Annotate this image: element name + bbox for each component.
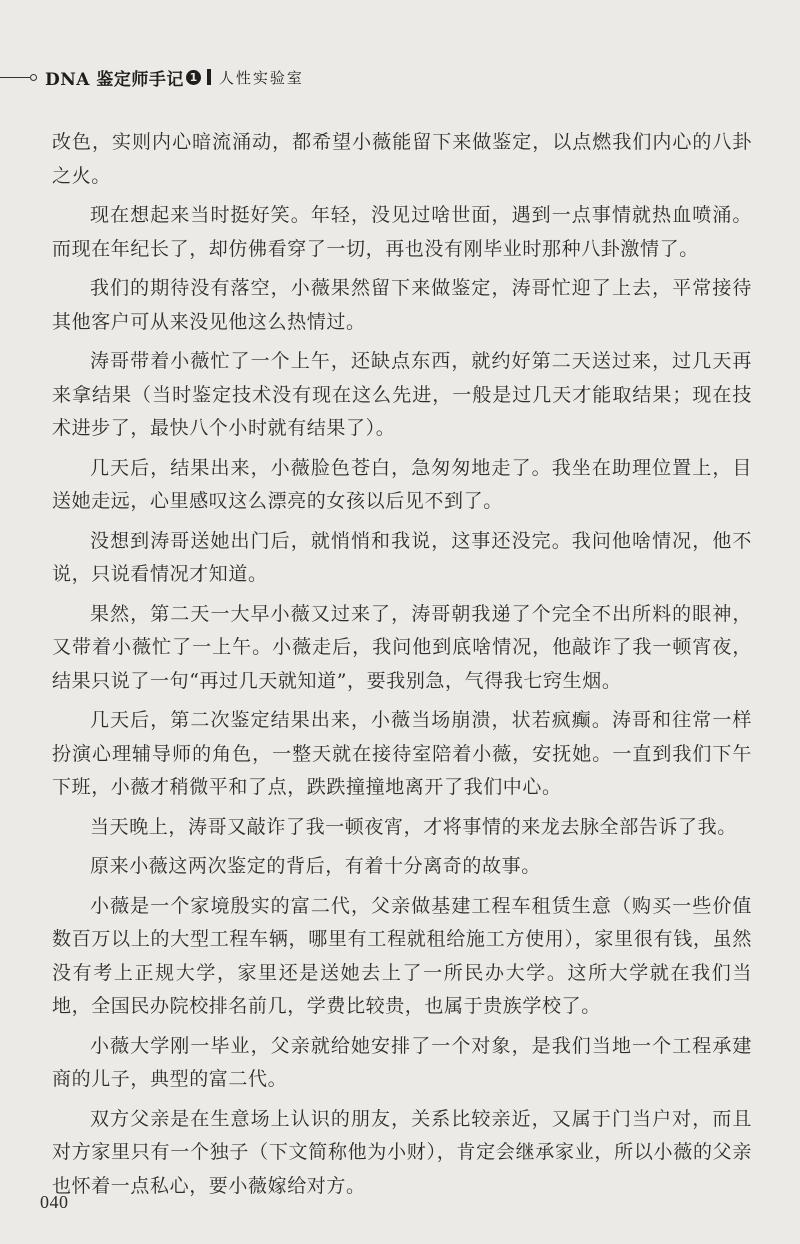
paragraph: 小薇是一个家境殷实的富二代，父亲做基建工程车租赁生意（购买一些价值数百万以上的大型工程车辆，哪里有工程就租给施工方使用），家里很有钱，虽然没有考上正规大学，家里还是送她去上了一所民办大学。这所大学就在我们当地，全国民办院校排名前几，学费比较贵，也属于贵族学校了。 [52,894,752,1017]
header-circle-ornament [30,74,37,81]
page-number: 040 [40,1192,69,1212]
paragraph: 现在想起来当时挺好笑。年轻，没见过啥世面，遇到一点事情就热血喷涌。而现在年纪长了，却仿佛看穿了一切，再也没有刚毕业时那种八卦激情了。 [52,204,752,260]
paragraph: 双方父亲是在生意场上认识的朋友，关系比较亲近，又属于门当户对，而且对方家里只有一个独子（下文简称他为小财），肯定会继承家业，所以小薇的父亲也怀着一点私心，要小薇嫁给对方。 [52,1107,752,1197]
volume-number-badge: 1 [186,70,201,85]
header-separator-bar [207,69,211,85]
paragraph: 原来小薇这两次鉴定的背后，有着十分离奇的故事。 [90,855,541,877]
paragraph: 当天晚上，涛哥又敲诈了我一顿夜宵，才将事情的来龙去脉全部告诉了我。 [90,815,737,838]
paragraph: 几天后，第二次鉴定结果出来，小薇当场崩溃，状若疯癫。涛哥和往常一样扮演心理辅导师的角色，一整天就在接待室陪着小薇，安抚她。一直到我们下午下班，小薇才稍微平和了点，跌跌撞撞地离开了我们中心。 [52,709,752,798]
paragraph: 果然，第二天一大早小薇又过来了，涛哥朝我递了个完全不出所料的眼神，又带着小薇忙了一上午。小薇走后，我问他到底啥情况，他敲诈了我一顿宵夜，结果只说了一句“再过几天就知道”，要我别急，气得我七窍生烟。 [52,602,752,692]
header-rule-line [0,77,30,78]
paragraph-continued: 改色，实则内心暗流涌动，都希望小薇能留下来做鉴定，以点燃我们内心的八卦之火。 [52,131,752,187]
paragraph: 几天后，结果出来，小薇脸色苍白，急匆匆地走了。我坐在助理位置上，目送她走远，心里感叹这么漂亮的女孩以后见不到了。 [52,456,752,512]
paragraph: 我们的期待没有落空，小薇果然留下来做鉴定，涛哥忙迎了上去，平常接待其他客户可从来没见他这么热情过。 [52,277,752,333]
running-header [0,62,304,92]
paragraph: 涛哥带着小薇忙了一个上午，还缺点东西，就约好第二天送过来，过几天再来拿结果（当时鉴定技术没有现在这么先进，一般是过几天才能取结果；现在技术进步了，最快八个小时就有结果了）。 [52,350,752,439]
series-title: DNA 鉴定师手记 [45,69,184,90]
book-subtitle: 人性实验室 [218,68,304,87]
paragraph: 小薇大学刚一毕业，父亲就给她安排了一个对象，是我们当地一个工程承建商的儿子，典型的富二代。 [52,1034,752,1090]
body-text [52,126,752,1209]
paragraph: 没想到涛哥送她出门后，就悄悄和我说，这事还没完。我问他啥情况，他不说，只说看情况才知道。 [52,529,752,585]
